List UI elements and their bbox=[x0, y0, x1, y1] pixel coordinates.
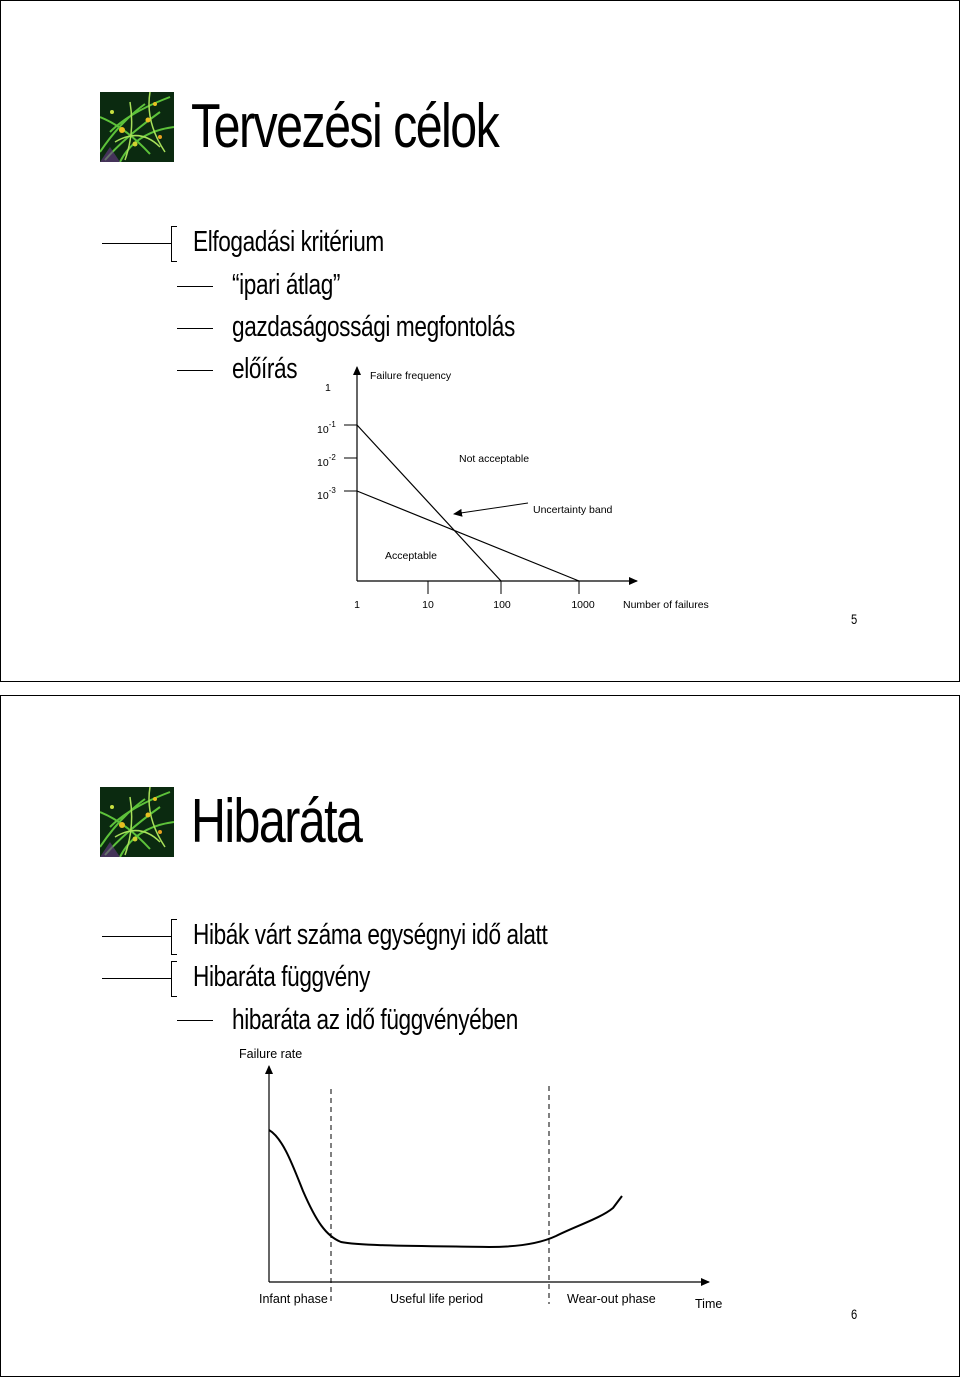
uncertainty-band-label: Uncertainty band bbox=[533, 504, 613, 516]
bathtub-curve bbox=[269, 1130, 622, 1247]
slide-2 bbox=[0, 695, 960, 1377]
y-axis-label: Failure rate bbox=[239, 1047, 303, 1061]
slide-title: Tervezési célok bbox=[191, 92, 499, 161]
sub-bullet: hibaráta az idő függvényében bbox=[232, 1004, 518, 1036]
phase-label: Infant phase bbox=[259, 1292, 328, 1306]
uncertainty-arrow bbox=[454, 503, 528, 514]
x-tick-label: 100 bbox=[493, 599, 511, 611]
x-tick-label: 1000 bbox=[571, 599, 595, 611]
failure-frequency-chart bbox=[1, 1, 959, 681]
not-acceptable-label: Not acceptable bbox=[459, 453, 530, 465]
page-number: 5 bbox=[851, 611, 858, 627]
slide-1 bbox=[0, 0, 960, 682]
phase-label: Useful life period bbox=[390, 1292, 484, 1306]
y-top-label: 1 bbox=[325, 382, 331, 394]
bullet-level1: Hibák várt száma egységnyi idő alatt bbox=[193, 919, 548, 951]
slide-title: Hibaráta bbox=[191, 787, 362, 856]
x-axis-label: Time bbox=[695, 1297, 723, 1311]
sub-bullet: “ipari átlag” bbox=[232, 269, 341, 301]
phase-label: Wear-out phase bbox=[567, 1292, 656, 1306]
x-tick-label: 10 bbox=[422, 599, 434, 611]
x-tick-label: 1 bbox=[354, 599, 360, 611]
y-axis-label: Failure frequency bbox=[370, 370, 452, 382]
acceptable-label: Acceptable bbox=[385, 550, 437, 562]
failure-rate-chart bbox=[1, 696, 959, 1376]
x-axis-label: Number of failures bbox=[623, 599, 709, 611]
y-tick-label: $10^{-2}$ bbox=[317, 453, 336, 469]
y-tick-label: $10^{-1}$ bbox=[317, 420, 336, 436]
sub-bullet: előírás bbox=[232, 353, 298, 385]
sub-bullet: gazdaságossági megfontolás bbox=[232, 311, 515, 343]
y-tick-label: $10^{-3}$ bbox=[317, 486, 336, 502]
page-number: 6 bbox=[851, 1306, 858, 1322]
bullet-level1: Elfogadási kritérium bbox=[193, 226, 384, 258]
bullet-level1: Hibaráta függvény bbox=[193, 961, 370, 993]
